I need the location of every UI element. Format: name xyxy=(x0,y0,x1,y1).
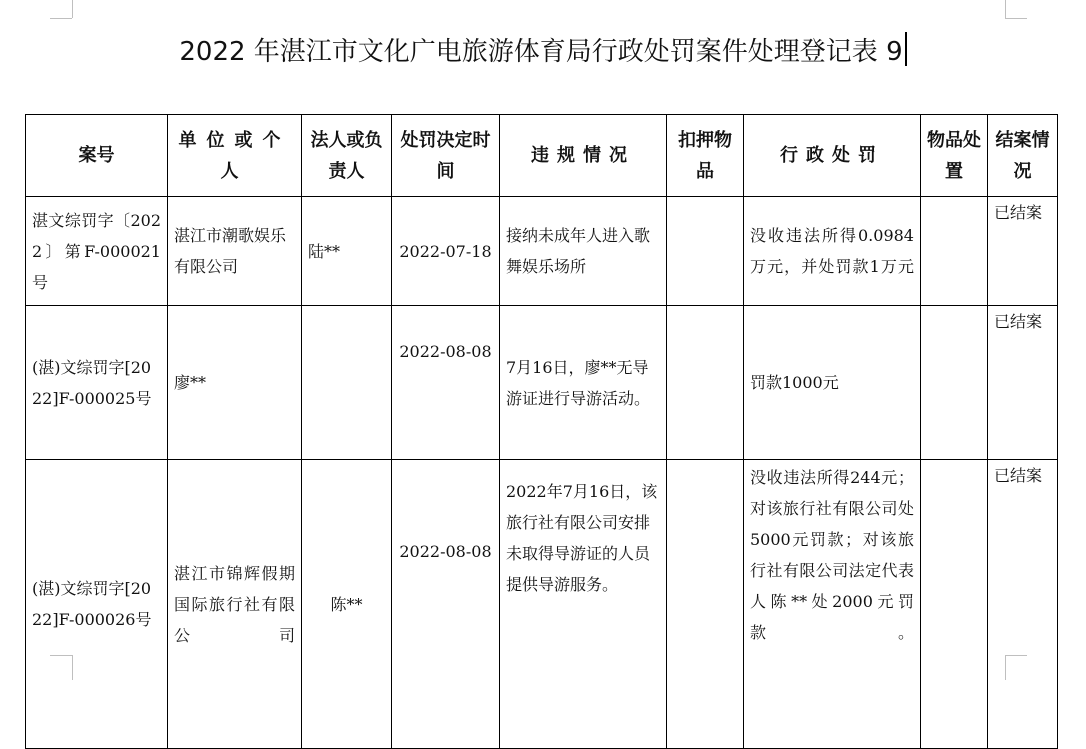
penalty-register-table xyxy=(25,114,1058,749)
table-row xyxy=(26,306,1058,460)
cell-legal-person xyxy=(302,306,392,460)
cell-case-no: 湛文综罚字〔2022〕第F-000021号 xyxy=(26,197,168,306)
table-row xyxy=(26,460,1058,749)
header-unit: 单位或个人 xyxy=(168,115,302,197)
cell-penalty: 没收违法所得0.0984万元，并处罚款1万元 xyxy=(744,197,921,306)
cell-unit: 廖** xyxy=(168,306,302,460)
cell-case-result: 已结案 xyxy=(988,197,1058,306)
cell-item-disposal xyxy=(921,197,988,306)
header-violation: 违规情况 xyxy=(500,115,667,197)
header-item-disposal: 物品处置 xyxy=(921,115,988,197)
cell-seized-items xyxy=(667,197,744,306)
cell-decision-time: 2022-08-08 xyxy=(392,306,500,460)
cell-item-disposal xyxy=(921,306,988,460)
crop-mark-top-left xyxy=(50,18,72,19)
cell-unit: 湛江市潮歌娱乐有限公司 xyxy=(168,197,302,306)
header-penalty: 行政处罚 xyxy=(744,115,921,197)
cell-unit: 湛江市锦辉假期国际旅行社有限公司 xyxy=(168,460,302,749)
cell-penalty: 罚款1000元 xyxy=(744,306,921,460)
table-row xyxy=(26,197,1058,306)
cell-violation: 2022年7月16日，该旅行社有限公司安排未取得导游证的人员提供导游服务。 xyxy=(500,460,667,749)
cell-case-result: 已结案 xyxy=(988,460,1058,749)
cell-item-disposal xyxy=(921,460,988,749)
cell-violation: 7月16日，廖**无导游证进行导游活动。 xyxy=(500,306,667,460)
text-cursor xyxy=(905,32,907,66)
cell-case-no: (湛)文综罚字[2022]F-000026号 xyxy=(26,460,168,749)
header-seized-items: 扣押物品 xyxy=(667,115,744,197)
cell-case-result: 已结案 xyxy=(988,306,1058,460)
cell-penalty: 没收违法所得244元；对该旅行社有限公司处5000元罚款；对该旅行社有限公司法定代表人陈**处2000元罚款。 xyxy=(744,460,921,749)
header-legal-person: 法人或负责人 xyxy=(302,115,392,197)
cell-decision-time: 2022-07-18 xyxy=(392,197,500,306)
document-title[interactable] xyxy=(0,30,1086,74)
cell-violation: 接纳未成年人进入歌舞娱乐场所 xyxy=(500,197,667,306)
crop-mark-top-right xyxy=(1005,18,1027,19)
title-text: 2022 年湛江市文化广电旅游体育局行政处罚案件处理登记表 9 xyxy=(179,37,903,67)
cell-seized-items xyxy=(667,306,744,460)
cell-seized-items xyxy=(667,460,744,749)
table-header-row xyxy=(26,115,1058,197)
cell-decision-time: 2022-08-08 xyxy=(392,460,500,749)
crop-mark-top-left xyxy=(72,0,73,18)
cell-legal-person: 陆** xyxy=(302,197,392,306)
header-case-result: 结案情况 xyxy=(988,115,1058,197)
crop-mark-top-right xyxy=(1005,0,1006,18)
header-decision-time: 处罚决定时间 xyxy=(392,115,500,197)
cell-legal-person: 陈** xyxy=(302,460,392,749)
cell-case-no: (湛)文综罚字[2022]F-000025号 xyxy=(26,306,168,460)
header-case-no: 案号 xyxy=(26,115,168,197)
